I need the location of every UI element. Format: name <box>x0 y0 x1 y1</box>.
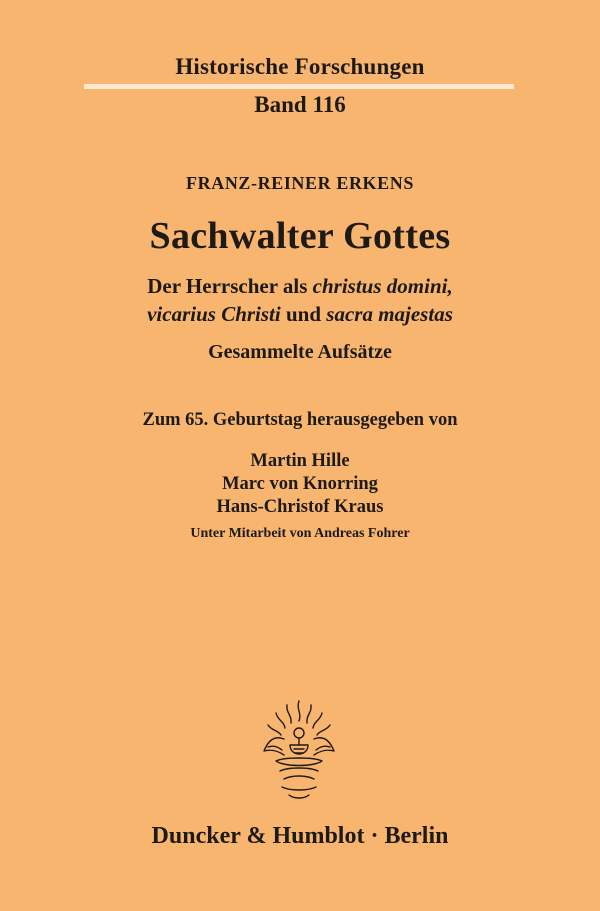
author-name: FRANZ-REINER ERKENS <box>186 173 414 193</box>
subtitle-line-2 <box>0 300 600 328</box>
phoenix-emblem-icon <box>254 695 344 803</box>
publisher-name: Duncker & Humblot · Berlin <box>151 823 449 849</box>
subtitle-und: und <box>280 302 327 326</box>
series-divider <box>84 84 514 89</box>
series-name: Historische Forschungen <box>175 54 425 79</box>
collaboration-note: Unter Mitarbeit von Andreas Fohrer <box>190 526 410 541</box>
subtitle-line-1 <box>0 272 600 300</box>
editors-list <box>0 450 600 519</box>
editor-name: Martin Hille <box>250 451 350 471</box>
subtitle-sacra-majestas: sacra majestas <box>326 302 453 326</box>
subtitle-prefix: Der Herrscher als <box>147 274 313 298</box>
subtitle-vicarius-christi: vicarius Christi <box>147 302 281 326</box>
subtitle-christus-domini: christus domini, <box>312 274 453 298</box>
book-subtitle <box>0 272 600 328</box>
editor-name: Hans-Christof Kraus <box>216 497 384 517</box>
book-title: Sachwalter Gottes <box>149 215 451 257</box>
occasion-line: Zum 65. Geburtstag herausgegeben von <box>142 410 458 430</box>
editor-name: Marc von Knorring <box>222 474 378 494</box>
collection-note: Gesammelte Aufsätze <box>208 341 392 363</box>
volume-number: Band 116 <box>254 92 346 117</box>
